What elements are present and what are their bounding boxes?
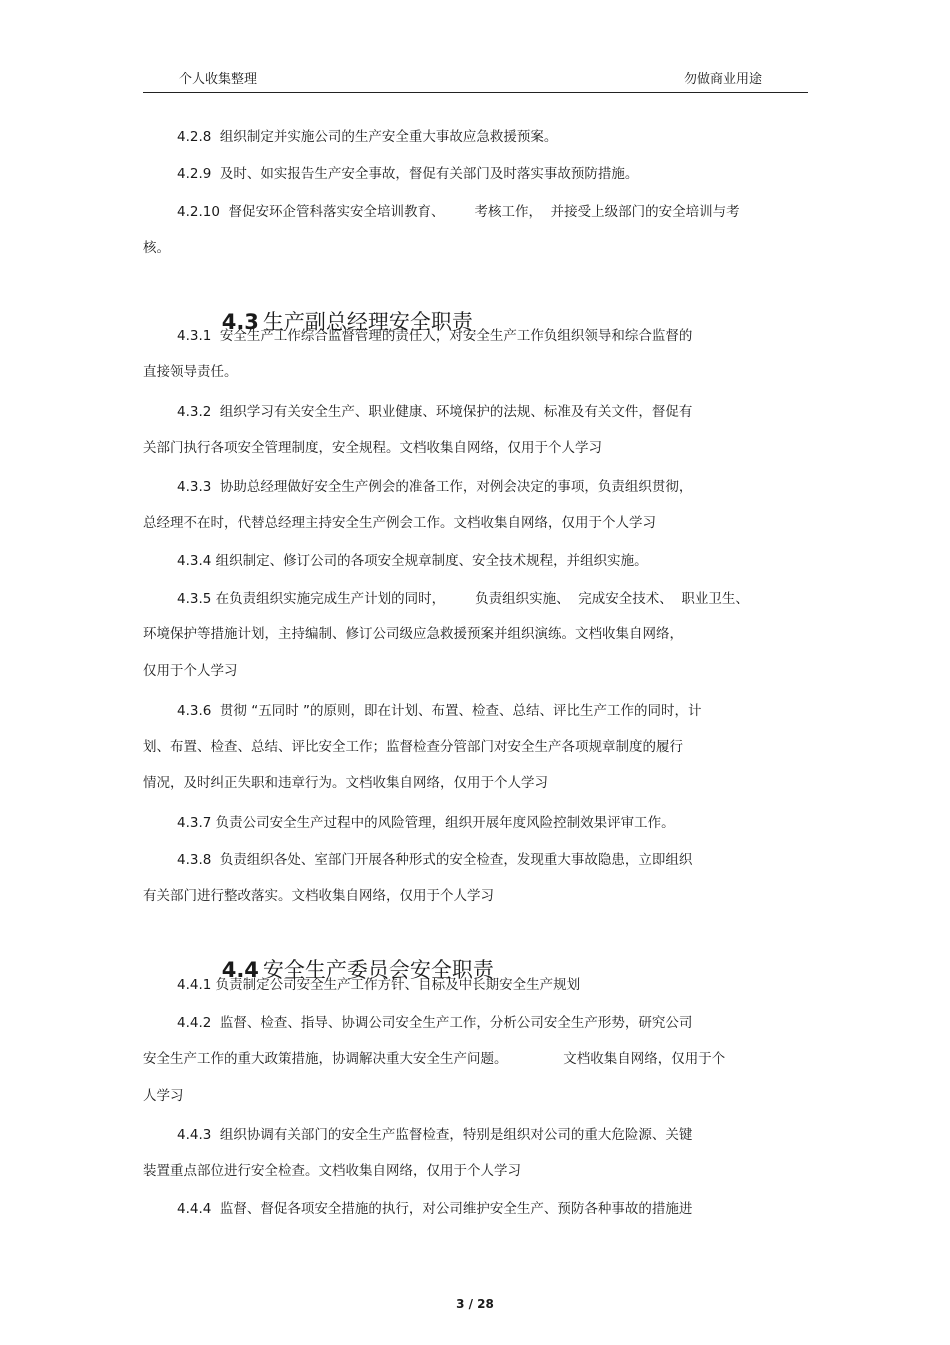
- paragraph-line: 划、布置、检查、总结、评比安全工作；监督检查分管部门对安全生产各项规章制度的履行: [143, 739, 683, 755]
- paragraph-line: 4.4.1 负责制定公司安全生产工作方针、目标及中长期安全生产规划: [177, 977, 581, 993]
- paragraph-line: 有关部门进行整改落实。文档收集自网络，仅用于个人学习: [143, 888, 494, 904]
- paragraph-line: 4.2.10 督促安环企管科落实安全培训教育、 考核工作， 并接受上级部门的安全培训与考: [177, 204, 740, 220]
- paragraph-line: 人学习: [143, 1088, 184, 1104]
- paragraph-line: 4.3.6 贯彻 “五同时 ”的原则，即在计划、布置、检查、总结、评比生产工作的同时，计: [177, 703, 702, 719]
- paragraph-line: 总经理不在时，代替总经理主持安全生产例会工作。文档收集自网络，仅用于个人学习: [143, 515, 656, 531]
- paragraph-line: 4.3.4 组织制定、修订公司的各项安全规章制度、安全技术规程，并组织实施。: [177, 553, 648, 569]
- section-number: 4.3: [221, 310, 259, 334]
- page-header: [143, 64, 808, 93]
- section-title: 安全生产委员会安全职责: [262, 958, 494, 982]
- paragraph-line: 4.4.3 组织协调有关部门的安全生产监督检查，特别是组织对公司的重大危险源、关键: [177, 1127, 693, 1143]
- paragraph-line: 4.3.3 协助总经理做好安全生产例会的准备工作，对例会决定的事项，负责组织贯彻，: [177, 479, 693, 495]
- paragraph-line: 核。: [143, 240, 170, 256]
- paragraph-line: 仅用于个人学习: [143, 663, 238, 679]
- section-heading-4-4: [143, 928, 494, 982]
- paragraph-line: 4.3.8 负责组织各处、室部门开展各种形式的安全检查，发现重大事故隐患，立即组织: [177, 852, 693, 868]
- header-left-text: 个人收集整理: [179, 72, 258, 87]
- paragraph-line: 直接领导责任。: [143, 364, 238, 380]
- section-title: 生产副总经理安全职责: [262, 310, 473, 334]
- section-heading-4-3: [143, 280, 473, 334]
- paragraph-line: 4.3.5 在负责组织实施完成生产计划的同时， 负责组织实施、 完成安全技术、 职业卫生、: [177, 591, 749, 607]
- page-number: 3 / 28: [456, 1297, 494, 1311]
- paragraph-line: 情况，及时纠正失职和违章行为。文档收集自网络，仅用于个人学习: [143, 775, 548, 791]
- paragraph-line: 4.2.8 组织制定并实施公司的生产安全重大事故应急救援预案。: [177, 129, 558, 145]
- paragraph-line: 4.2.9 及时、如实报告生产安全事故，督促有关部门及时落实事故预防措施。: [177, 166, 639, 182]
- paragraph-line: 4.3.7 负责公司安全生产过程中的风险管理，组织开展年度风险控制效果评审工作。: [177, 815, 675, 831]
- paragraph-line: 4.4.4 监督、督促各项安全措施的执行，对公司维护安全生产、预防各种事故的措施进: [177, 1201, 693, 1217]
- paragraph-line: 安全生产工作的重大政策措施，协调解决重大安全生产问题。 文档收集自网络，仅用于个: [143, 1051, 726, 1067]
- paragraph-line: 环境保护等措施计划，主持编制、修订公司级应急救援预案并组织演练。文档收集自网络，: [143, 626, 683, 642]
- paragraph-line: 4.4.2 监督、检查、指导、协调公司安全生产工作，分析公司安全生产形势，研究公司: [177, 1015, 693, 1031]
- paragraph-line: 装置重点部位进行安全检查。文档收集自网络，仅用于个人学习: [143, 1163, 521, 1179]
- paragraph-line: 关部门执行各项安全管理制度，安全规程。文档收集自网络，仅用于个人学习: [143, 440, 602, 456]
- section-number: 4.4: [221, 958, 259, 982]
- paragraph-line: 4.3.2 组织学习有关安全生产、职业健康、环境保护的法规、标准及有关文件，督促有: [177, 404, 693, 420]
- header-right-text: 勿做商业用途: [683, 72, 762, 87]
- paragraph-line: 4.3.1 安全生产工作综合监督管理的责任人，对安全生产工作负组织领导和综合监督的: [177, 328, 693, 344]
